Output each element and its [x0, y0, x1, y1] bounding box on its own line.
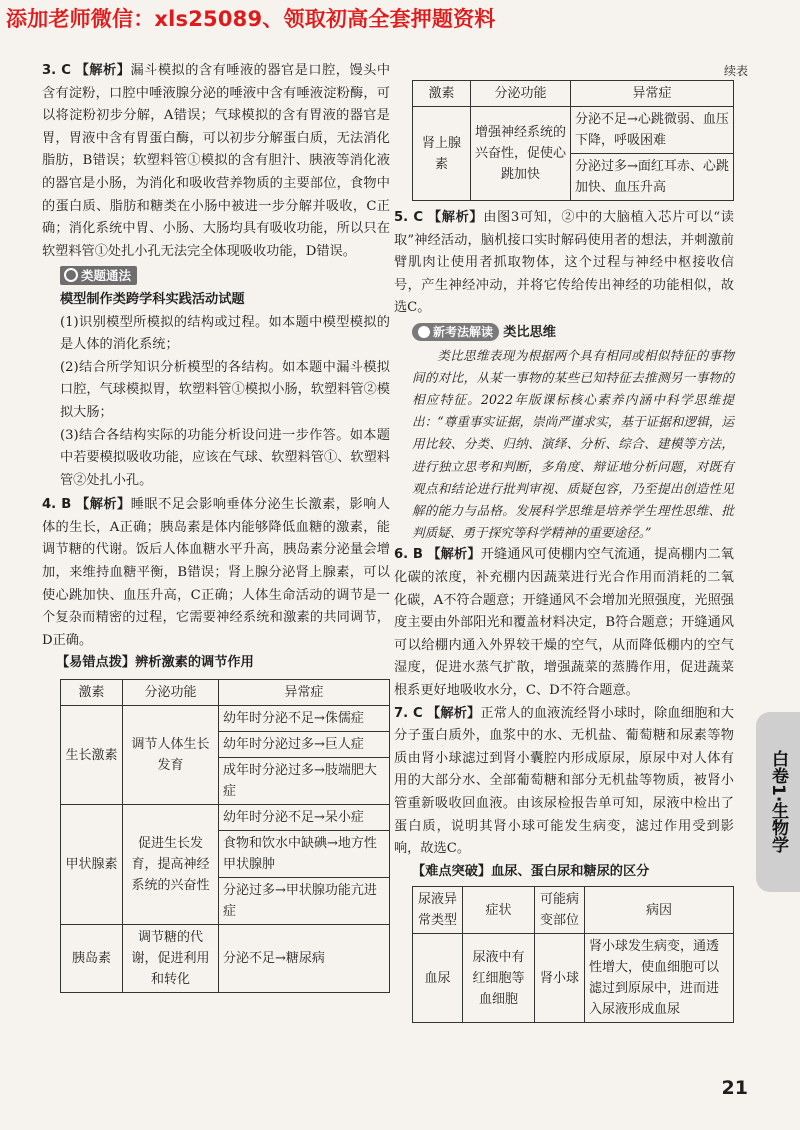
q3-jiexi-label: 【解析】	[75, 63, 131, 78]
hormone-table	[60, 679, 390, 993]
q3-number: 3. C	[42, 63, 71, 78]
header-function: 分泌功能	[471, 81, 571, 107]
q4-number: 4. B	[42, 497, 72, 513]
question-6	[394, 544, 734, 702]
hormone-function: 调节糖的代谢，促进利用和转化	[123, 925, 219, 993]
hormone-abnormal: 食物和饮水中缺碘→地方性甲状腺肿	[219, 831, 390, 878]
continued-label: 续表	[723, 64, 748, 78]
q7-number: 7. C	[394, 705, 423, 721]
question-3	[42, 60, 390, 263]
leiti-section	[60, 263, 390, 492]
left-column	[42, 60, 391, 993]
q6-number: 6. B	[394, 547, 423, 563]
hormone-abnormal: 幼年时分泌过多→巨人症	[219, 732, 390, 758]
hormone-table-cont-header	[413, 81, 734, 107]
hormone-abnormal: 分泌过多→面红耳赤、心跳加快、血压升高	[571, 154, 734, 201]
q6-text: 开缝通风可使棚内空气流通，提高棚内二氧化碳的浓度，补充棚内因蔬菜进行光合作用而消耗的二氧化碳，A不符合题意；开缝通风不会增加光照强度，光照强度主要由外部阳光和覆盖材料决定，B符合题意；开缝通风可以给棚内通入外界较干燥的空气，从而降低棚内的空气湿度，促进水蒸气扩散，增强蔬菜的蒸腾作用，促进蔬菜根系更好地吸收水分，C、D不符合题意。	[394, 547, 734, 698]
hormone-function: 增强神经系统的兴奋性，促使心跳加快	[471, 107, 571, 201]
urine-symptom: 尿液中有红细胞等血细胞	[463, 934, 535, 1023]
hormone-table-continued	[412, 80, 734, 201]
leiti-item-2: (2)结合所学知识分析模型的各结构。如本题中漏斗模拟口腔，气球模拟胃，软塑料管①模拟小肠，软塑料管②模拟大肠；	[60, 359, 390, 420]
question-5	[394, 207, 734, 320]
table-row	[61, 805, 390, 831]
table-row	[413, 934, 734, 1023]
urine-table-header	[413, 887, 734, 934]
q5-number: 5. C	[394, 210, 424, 225]
header-hormone: 激素	[413, 81, 471, 107]
q4-jiexi-label: 【解析】	[76, 497, 131, 513]
urine-table	[412, 886, 734, 1023]
header-function: 分泌功能	[123, 680, 219, 706]
nandian-title: 血尿、蛋白尿和糖尿的区分	[491, 863, 650, 879]
hormone-abnormal: 分泌不足→心跳微弱、血压下降，呼吸困难	[571, 107, 734, 154]
hormone-name: 甲状腺素	[61, 805, 123, 925]
xinkaofa-tag-label: 新考法解读	[433, 324, 494, 339]
section-side-tab: 白卷1·生物学	[756, 712, 800, 892]
leiti-item-3: (3)结合各结构实际的功能分析设问进一步作答。如本题中若要模拟吸收功能，应该在气球、软塑料管①、软塑料管②处扎小孔。	[60, 427, 390, 488]
table-row	[413, 107, 734, 154]
q4-text: 睡眠不足会影响垂体分泌生长激素，影响人体的生长，A正确；胰岛素是体内能够降低血糖的激素，能调节糖的代谢。饭后人体血糖水平升高，胰岛素分泌量会增加，来维持血糖平衡，B错误；肾上腺分泌肾上腺素，可以使心跳加快、血压升高，C正确；人体生命活动的调节是一个复杂而精密的过程，它需要神经系统和激素的共同调节，D正确。	[42, 497, 391, 648]
hormone-abnormal: 分泌过多→甲状腺功能亢进症	[219, 878, 390, 925]
header-abnormal: 异常症	[571, 81, 734, 107]
urine-type: 血尿	[413, 934, 463, 1023]
urine-site: 肾小球	[535, 934, 585, 1023]
hormone-abnormal: 幼年时分泌不足→呆小症	[219, 805, 390, 831]
right-column	[394, 60, 734, 1023]
page-number: 21	[721, 1077, 748, 1099]
xinkaofa-tag	[412, 323, 499, 341]
xinkaofa-section	[412, 322, 734, 544]
hormone-table-header	[61, 680, 390, 706]
table-row	[61, 706, 390, 732]
hormone-abnormal: 成年时分泌过多→肢端肥大症	[219, 758, 390, 805]
hormone-name: 肾上腺素	[413, 107, 471, 201]
urine-cause: 肾小球发生病变，通透性增大，使血细胞可以滤过到原尿中，进而进入尿液形成血尿	[585, 934, 734, 1023]
promo-banner: 添加老师微信：xls25089、领取初高全套押题资料	[6, 7, 496, 31]
q7-jiexi-label: 【解析】	[426, 705, 481, 721]
header-site: 可能病变部位	[535, 887, 585, 934]
hormone-abnormal: 幼年时分泌不足→侏儒症	[219, 706, 390, 732]
yicuo-heading	[56, 652, 390, 675]
question-4	[42, 494, 390, 652]
leiti-item-1: (1)识别模型所模拟的结构或过程。如本题中模型模拟的是人体的消化系统；	[60, 314, 390, 353]
header-urine-type: 尿液异常类型	[413, 887, 463, 934]
nandian-tag: 【难点突破】	[412, 863, 492, 879]
q5-text: 由图3可知，②中的大脑植入芯片可以“读取”神经活动，脑机接口实时解码使用者的想法，并刺激前臂肌肉让使用者抓取物体，这个过程与神经中枢接收信号，产生神经冲动，并将它传给传出神经的功能相似，故选C。	[394, 210, 734, 316]
header-abnormal: 异常症	[219, 680, 390, 706]
yicuo-title: 辨析激素的调节作用	[135, 655, 254, 671]
nandian-heading	[412, 861, 734, 884]
header-symptom: 症状	[463, 887, 535, 934]
hormone-function: 调节人体生长发育	[123, 706, 219, 805]
q6-jiexi-label: 【解析】	[427, 547, 481, 563]
q5-jiexi-label: 【解析】	[427, 210, 484, 225]
badge-icon	[418, 326, 430, 338]
leiti-tag	[60, 266, 137, 285]
hormone-abnormal: 分泌不足→糖尿病	[219, 925, 390, 993]
q3-text: 漏斗模拟的含有唾液的器官是口腔，馒头中含有淀粉，口腔中唾液腺分泌的唾液中含有唾液淀粉酶，可以将淀粉初步分解，A错误；气球模拟的含有胃液的器官是胃，胃液中含有胃蛋白酶，可以初步分解蛋白质，无法消化脂肪，B错误；软塑料管①模拟的含有胆汁、胰液等消化液的器官是小肠，为消化和吸收营养物质的主要部位，食物中的蛋白质、脂肪和糖类在小肠中被进一步分解并吸收，C正确；消化系统中胃、小肠、大肠均具有吸收功能，所以只在软塑料管①处扎小孔无法完全体现吸收功能，D错误。	[42, 63, 391, 259]
header-hormone: 激素	[61, 680, 123, 706]
question-7	[394, 703, 734, 861]
q7-text: 正常人的血液流经肾小球时，除血细胞和大分子蛋白质外，血浆中的水、无机盐、葡萄糖和尿素等物质由肾小球滤过到肾小囊腔内形成原尿，原尿中对人体有用的大部分水、全部葡萄糖和部分无机盐等物质，被肾小管重新吸收回血液。由该尿检报告单可知，尿液中检出了蛋白质，说明其肾小球可能发生病变，滤过作用受到影响，故选C。	[394, 705, 734, 857]
xinkaofa-title: 类比思维	[503, 324, 556, 340]
hormone-name: 胰岛素	[61, 925, 123, 993]
table-row	[61, 925, 390, 993]
yicuo-tag: 【易错点拨】	[56, 655, 136, 671]
magnifier-icon	[64, 268, 78, 282]
xinkaofa-text: 类比思维表现为根据两个具有相同或相似特征的事物间的对比，从某一事物的某些已知特征去推测另一事物的相应特征。2022年版课标核心素养内涵中科学思维提出：“尊重事实证据，崇尚严谨求实，基于证据和逻辑，运用比较、分类、归纳、演绎、分析、综合、建模等方法，进行独立思考和判断，多角度、辩证地分析问题，对既有观点和结论进行批判审视、质疑包容，乃至提出创造性见解的能力与品格。发展科学思维是培养学生理性思维、批判质疑、勇于探究等科学精神的重要途径。”	[412, 347, 734, 541]
hormone-function: 促进生长发育，提高神经系统的兴奋性	[123, 805, 219, 925]
hormone-name: 生长激素	[61, 706, 123, 805]
leiti-title: 模型制作类跨学科实践活动试题	[60, 291, 245, 307]
leiti-tag-label: 类题通法	[81, 268, 132, 284]
header-cause: 病因	[585, 887, 734, 934]
